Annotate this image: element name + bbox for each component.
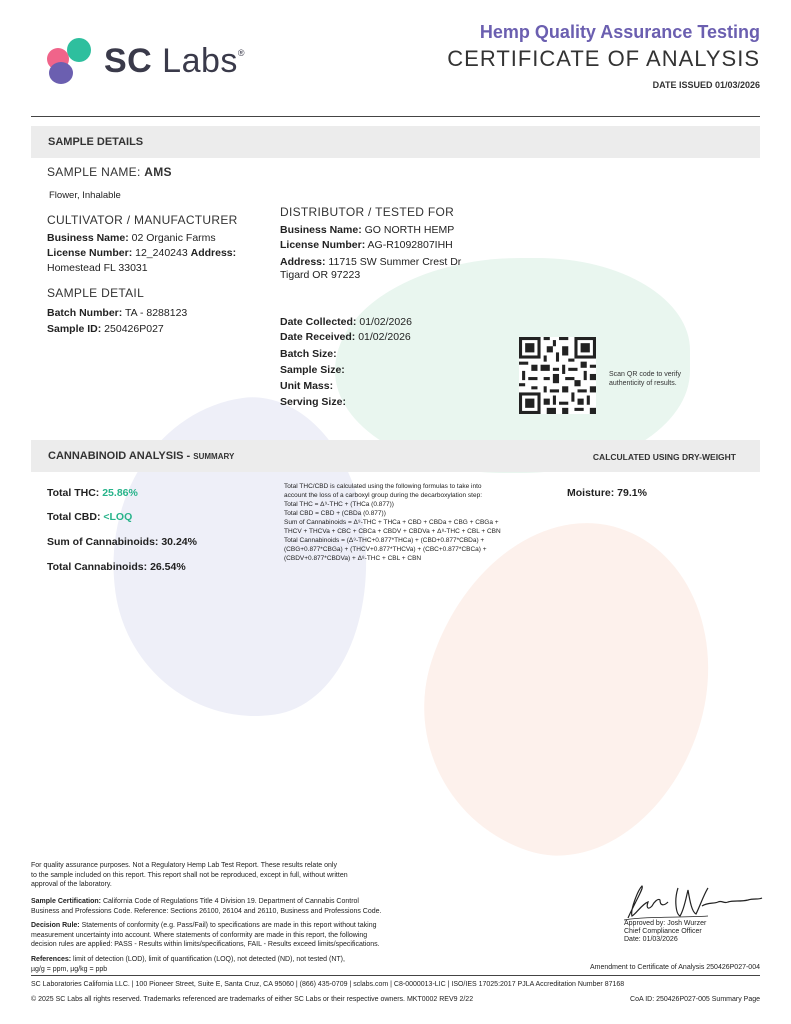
sample-size: Sample Size:	[280, 364, 345, 376]
moisture: Moisture: 79.1%	[567, 487, 647, 499]
qr-code-icon[interactable]	[519, 337, 596, 414]
total-cannabinoids: Total Cannabinoids: 26.54%	[47, 561, 186, 573]
batch-number: Batch Number: TA - 8288123	[47, 307, 188, 319]
sample-details-bar	[31, 126, 760, 158]
header-divider	[31, 116, 760, 117]
serving-size: Serving Size:	[280, 396, 346, 408]
distributor-address-line2: Tigard OR 97223	[280, 269, 361, 281]
report-subtitle: Hemp Quality Assurance Testing	[479, 22, 760, 42]
signature-image	[618, 880, 763, 925]
sample-id: Sample ID: 250426P027	[47, 323, 164, 335]
distributor-business: Business Name: GO NORTH HEMP	[280, 224, 455, 236]
disclaimer-decision-rule: Decision Rule: Statements of conformity (e.g. Pass/Fail) to specifications are made in this report without taking measurement uncertainty into account. Where statements of conformity are made in this report, the following decision rules are applied: PASS - Results within limits/specifications, FAIL - Results exceed limits/specifications.	[31, 922, 380, 948]
sample-name: SAMPLE NAME: AMS	[47, 165, 172, 179]
report-title: CERTIFICATE OF ANALYSIS	[447, 46, 760, 71]
cultivator-address: Homestead FL 33031	[47, 262, 148, 274]
sample-details-heading: SAMPLE DETAILS	[48, 136, 144, 148]
total-cbd: Total CBD: <LOQ	[47, 511, 133, 523]
approval-block: Approved by: Josh Wurzer Chief Compliance Officer Date: 01/03/2026	[624, 920, 707, 943]
cannabinoid-bar	[31, 440, 760, 472]
disclaimer-references: References: limit of detection (LOD), limit of quantification (LOQ), not detected (ND), not tested (NT), µg/g = ppm, µg/kg = ppb	[31, 956, 345, 973]
cultivator-heading: CULTIVATOR / MANUFACTURER	[47, 213, 238, 227]
brand-wordmark: SC Labs®	[104, 42, 246, 80]
distributor-license: License Number: AG-R1092807IHH	[280, 239, 453, 251]
distributor-heading: DISTRIBUTOR / TESTED FOR	[280, 205, 455, 219]
footer-divider	[31, 975, 760, 976]
dry-weight-note: CALCULATED USING DRY-WEIGHT	[592, 452, 736, 462]
formula-notes: Total THC/CBD is calculated using the following formulas to take into account the loss of a carboxyl group during the decarboxylation step: Total THC = Δ⁹-THC + (THCa (0.877)) Total CBD = CBD + (CBDa (0.877)) Sum of Cannabinoids = Δ⁹-THC + THCa + CBD + CBDa + CBG + CBGa + THCV + THCVa + CBC + CBCa + CBDV + CBDVa + Δ⁸-THC + CBL + CBN Total Cannabinoids = (Δ⁹-THC+0.877*THCa) + (CBD+0.877*CBDa) + (CBG+0.877*CBGa) + (THCV+0.877*THCVa) + (CBC+0.877*CBCa) + (CBDV+0.877*CBDVa) + Δ⁸-THC + CBL + CBN	[284, 483, 501, 562]
sum-of-cannabinoids: Sum of Cannabinoids: 30.24%	[47, 536, 197, 548]
cannabinoid-heading: CANNABINOID ANALYSIS - SUMMARY	[48, 450, 235, 462]
sample-matrix: Flower, Inhalable	[49, 190, 121, 201]
footer-copyright: © 2025 SC Labs all rights reserved. Trademarks referenced are trademarks of either SC Labs or their respective owners. MKT0002 REV9 2/22	[31, 996, 474, 1003]
cultivator-business: Business Name: 02 Organic Farms	[47, 232, 216, 244]
batch-size: Batch Size:	[280, 348, 337, 360]
cultivator-license: License Number: 12_240243 Address:	[47, 247, 237, 259]
date-collected: Date Collected: 01/02/2026	[280, 316, 412, 328]
footer-address: SC Laboratories California LLC. | 100 Pioneer Street, Suite E, Santa Cruz, CA 95060 | (866) 435-0709 | sclabs.com | C8-0000013-LIC | ISO/IES 17025:2017 PJLA Accreditation Number 87168	[31, 981, 625, 988]
distributor-address-line1: Address: 11715 SW Summer Crest Dr	[280, 256, 462, 268]
footer-coa-id: CoA ID: 250426P027-005 Summary Page	[630, 996, 760, 1003]
sample-detail-heading: SAMPLE DETAIL	[47, 286, 145, 300]
date-issued: DATE ISSUED 01/03/2026	[652, 80, 760, 90]
date-received: Date Received: 01/02/2026	[280, 331, 411, 343]
unit-mass: Unit Mass:	[280, 380, 334, 392]
amendment-note: Amendment to Certificate of Analysis 250426P027-004	[589, 964, 760, 971]
disclaimer-qa: For quality assurance purposes. Not a Regulatory Hemp Lab Test Report. These results relate only to the sample included on this report. This report shall not be reproduced, except in full, without written approval of the laboratory.	[31, 862, 348, 888]
qr-note: Scan QR code to verify authenticity of results.	[609, 371, 681, 387]
disclaimer-certification: Sample Certification: California Code of Regulations Title 4 Division 19. Department of Cannabis Control Business and Professions Code. Reference: Sections 26100, 26104 and 26110, Business and Professions Code.	[31, 898, 382, 915]
sc-labs-logo-icon	[47, 38, 95, 84]
total-thc: Total THC: 25.86%	[47, 487, 138, 499]
